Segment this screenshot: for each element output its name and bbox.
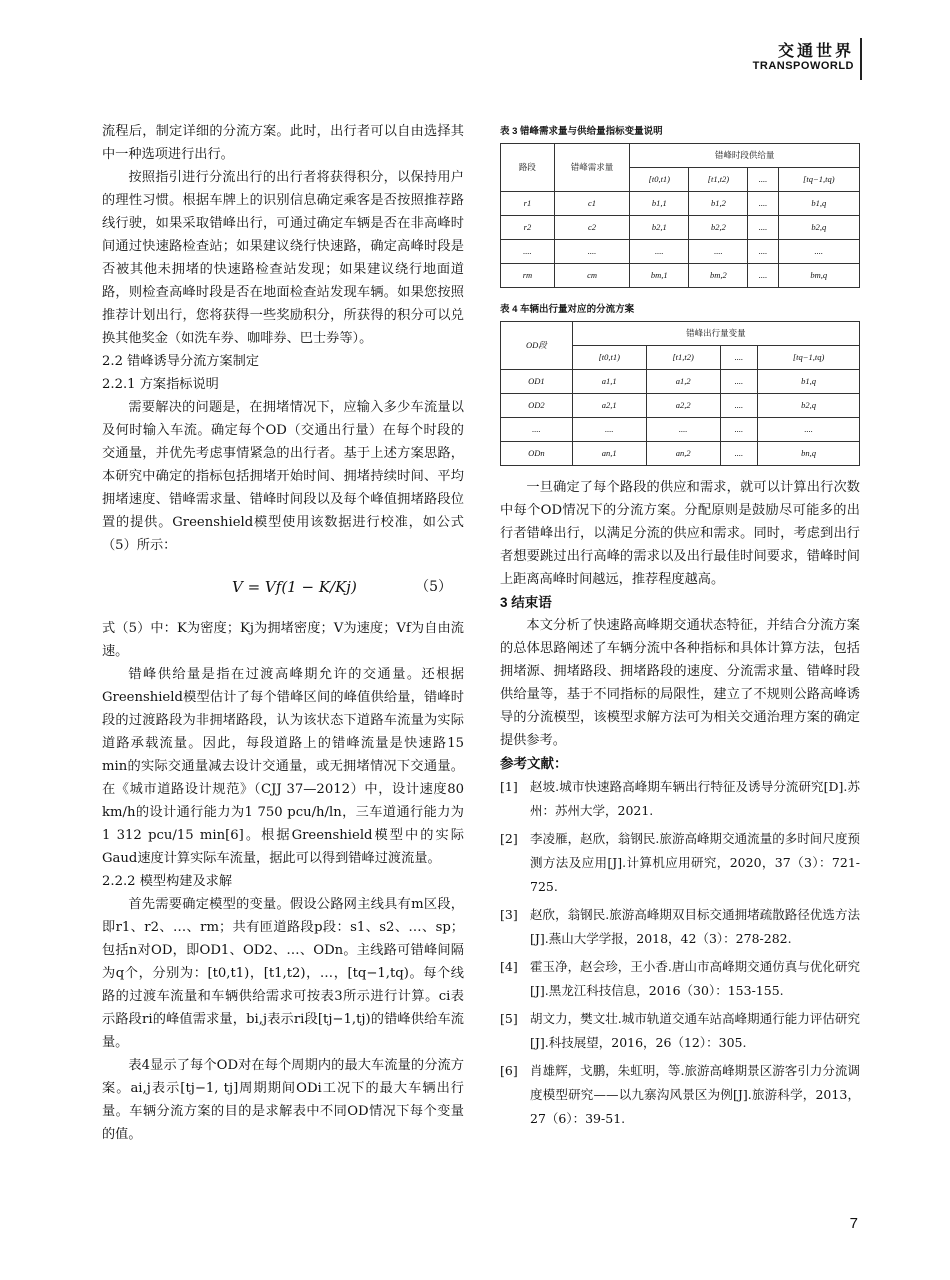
table-row bbox=[501, 370, 860, 394]
table-cell: .... bbox=[554, 240, 629, 264]
paragraph: 错峰供给量是指在过渡高峰期允许的交通量。还根据Greenshield模型估计了每个错峰区间的峰值供给量，错峰时段的过渡路段为非拥堵路段，认为该状态下道路车流量为实际道路承载流量。因此，每段道路上的错峰流量是快速路15 min的实际交通量减去设计交通量，或无拥堵情况下交通量。在《城市道路设计规范》（CJJ 37—2012）中，设计速度80 km/h的设计通行能力为1 750 pcu/h/ln，三车道通行能力为1 312 pcu/15 min[6]。根据Greenshield模型中的实际Gaud速度计算实际车流量，据此可以得到错峰过渡流量。 bbox=[102, 667, 464, 866]
table-cell: .... bbox=[630, 240, 689, 264]
table-header: 错峰出行量变量 bbox=[572, 322, 859, 346]
table-4-block bbox=[500, 298, 860, 466]
table-subheader: .... bbox=[720, 346, 758, 370]
reference-number: [3] bbox=[500, 907, 518, 922]
table-header: 路段 bbox=[501, 144, 555, 192]
table-cell: .... bbox=[748, 192, 778, 216]
reference-number: [5] bbox=[500, 1011, 518, 1026]
table-cell: .... bbox=[501, 418, 573, 442]
table-cell: b1,1 bbox=[630, 192, 689, 216]
table-row bbox=[501, 442, 860, 466]
table-cell: .... bbox=[758, 418, 860, 442]
table-cell: b2,q bbox=[758, 394, 860, 418]
table-row bbox=[501, 264, 860, 288]
table-cell: b2,q bbox=[778, 216, 859, 240]
table-cell: cm bbox=[554, 264, 629, 288]
table-cell: a1,2 bbox=[646, 370, 720, 394]
table-subheader: [t1,t2) bbox=[646, 346, 720, 370]
table-cell: .... bbox=[572, 418, 646, 442]
journal-title: 交通世界 bbox=[777, 41, 854, 60]
table-cell: .... bbox=[501, 240, 555, 264]
reference-item bbox=[500, 903, 860, 951]
reference-text: 胡文力，樊文壮.城市轨道交通车站高峰期通行能力评估研究[J].科技展望，2016，26（12）：305. bbox=[530, 1011, 860, 1050]
reference-item bbox=[500, 1007, 860, 1055]
table-row bbox=[501, 192, 860, 216]
table-cell: bm,q bbox=[778, 264, 859, 288]
table-header: OD段 bbox=[501, 322, 573, 370]
paragraph: 按照指引进行分流出行的出行者将获得积分，以保持用户的理性习惯。根据车牌上的识别信息确定乘客是否按照推荐路线行驶，如果采取错峰出行，可通过确定车辆是否在非高峰时间通过快速路检查站；如果建议绕行快速路，确定高峰时段是否被其他未拥堵的快速路检查站发现；如果建议绕行地面道路，则检查高峰时段是否在地面检查站发现车辆。如果您按照推荐计划出行，您将获得一些奖励积分，所获得的积分可以兑换其他奖金（如洗车券、咖啡券、巴士券等）。 bbox=[102, 170, 464, 346]
paragraph: 流程后，制定详细的分流方案。此时，出行者可以自由选择其中一种选项进行出行。 bbox=[102, 124, 464, 162]
table-subheader: .... bbox=[748, 168, 778, 192]
table-row bbox=[501, 418, 860, 442]
table-cell: .... bbox=[748, 264, 778, 288]
reference-item bbox=[500, 955, 860, 1003]
reference-text: 赵欣，翁钢民.旅游高峰期双目标交通拥堵疏散路径优选方法[J].燕山大学学报，2018，42（3）：278-282. bbox=[530, 907, 860, 946]
table-3-block bbox=[500, 120, 860, 288]
table-cell: ODn bbox=[501, 442, 573, 466]
table-subheader: [tq−1,tq) bbox=[758, 346, 860, 370]
paragraph: 一旦确定了每个路段的供应和需求，就可以计算出行次数中每个OD情况下的分流方案。分配原则是鼓励尽可能多的出行者错峰出行，以满足分流的供应和需求。同时，考虑到出行者想要跳过出行高峰的需求以及出行最佳时间要求，错峰时间上距离高峰时间越远，推荐程度越高。 bbox=[500, 480, 860, 587]
table-header: 错峰时段供给量 bbox=[630, 144, 860, 168]
paragraph: 首先需要确定模型的变量。假设公路网主线具有m区段，即r1、r2、…、rm；共有匝道路段p段：s1、s2、…、sp；包括n对OD，即OD1、OD2、…、ODn。主线路可错峰间隔为q个，分别为：[t0,t1)，[t1,t2)，…，[tq−1,tq)。每个线路的过渡车流量和车辆供给需求可按表3所示进行计算。ci表示路段ri的峰值需求量，bi,j表示ri段[tj−1,tj)的错峰供给车流量。 bbox=[102, 897, 464, 1050]
table-cell: a2,1 bbox=[572, 394, 646, 418]
table-cell: r1 bbox=[501, 192, 555, 216]
table-cell: .... bbox=[778, 240, 859, 264]
table-cell: b1,q bbox=[758, 370, 860, 394]
reference-text: 李凌雁，赵欣，翁钢民.旅游高峰期交通流量的多时间尺度预测方法及应用[J].计算机应用研究，2020，37（3）：721-725. bbox=[530, 831, 860, 894]
table-cell: bm,1 bbox=[630, 264, 689, 288]
table-4 bbox=[500, 321, 860, 466]
reference-number: [4] bbox=[500, 959, 518, 974]
table-row bbox=[501, 240, 860, 264]
section-heading-2-2: 2.2 错峰诱导分流方案制定 bbox=[102, 354, 260, 369]
section-heading-2-2-1: 2.2.1 方案指标说明 bbox=[102, 377, 219, 392]
paragraph: 本文分析了快速路高峰期交通状态特征，并结合分流方案的总体思路阐述了车辆分流中各种指标和具体计算方法，包括拥堵源、拥堵路段、拥堵路段的速度、分流需求量、错峰时段供给量等，基于不同指标的局限性，建立了不规则公路高峰诱导的分流模型，该模型求解方法可为相关交通治理方案的确定提供参考。 bbox=[500, 618, 860, 748]
table-cell: bm,2 bbox=[689, 264, 748, 288]
table-cell: .... bbox=[689, 240, 748, 264]
reference-number: [2] bbox=[500, 831, 518, 846]
paragraph: 式（5）中：K为密度；Kj为拥堵密度；V为速度；Vf为自由流速。 bbox=[102, 621, 464, 659]
table-cell: a2,2 bbox=[646, 394, 720, 418]
reference-number: [6] bbox=[500, 1063, 518, 1078]
table-cell: bn,q bbox=[758, 442, 860, 466]
left-column bbox=[102, 120, 464, 1146]
table-cell: b2,2 bbox=[689, 216, 748, 240]
page-number: 7 bbox=[849, 1215, 858, 1232]
table-cell: .... bbox=[720, 442, 758, 466]
table-header: 错峰需求量 bbox=[554, 144, 629, 192]
equation-5 bbox=[102, 557, 464, 617]
reference-text: 赵坡.城市快速路高峰期车辆出行特征及诱导分流研究[D].苏州：苏州大学，2021. bbox=[530, 779, 860, 818]
header-divider bbox=[860, 38, 862, 80]
table-row bbox=[501, 394, 860, 418]
table-cell: b1,2 bbox=[689, 192, 748, 216]
table-cell: .... bbox=[720, 418, 758, 442]
table-cell: .... bbox=[748, 240, 778, 264]
paragraph: 需要解决的问题是，在拥堵情况下，应输入多少车流量以及何时输入车流。确定每个OD（交通出行量）在每个时段的交通量，并优先考虑事情紧急的出行者。基于上述方案思路，本研究中确定的指标包括拥堵开始时间、拥堵持续时间、平均拥堵速度、错峰需求量、错峰时间段以及每个峰值拥堵路段位置的提供。Greenshield模型使用该数据进行校准，如公式（5）所示： bbox=[102, 400, 464, 553]
table-4-caption: 表 4 车辆出行量对应的分流方案 bbox=[500, 304, 635, 315]
references-heading: 参考文献： bbox=[500, 756, 568, 771]
reference-text: 霍玉净，赵会珍，王小香.唐山市高峰期交通仿真与优化研究[J].黑龙江科技信息，2016（30）：153-155. bbox=[530, 959, 860, 998]
table-row bbox=[501, 216, 860, 240]
table-3 bbox=[500, 143, 860, 288]
table-subheader: [t0,t1) bbox=[572, 346, 646, 370]
table-cell: an,2 bbox=[646, 442, 720, 466]
equation-number: （5） bbox=[415, 578, 452, 595]
table-subheader: [t1,t2) bbox=[689, 168, 748, 192]
table-cell: OD1 bbox=[501, 370, 573, 394]
right-column bbox=[500, 120, 860, 1135]
reference-list bbox=[500, 775, 860, 1131]
table-cell: b1,q bbox=[778, 192, 859, 216]
table-cell: c2 bbox=[554, 216, 629, 240]
reference-item bbox=[500, 827, 860, 899]
table-cell: a1,1 bbox=[572, 370, 646, 394]
table-cell: b2,1 bbox=[630, 216, 689, 240]
section-heading-3: 3 结束语 bbox=[500, 595, 552, 610]
table-cell: rm bbox=[501, 264, 555, 288]
section-heading-2-2-2: 2.2.2 模型构建及求解 bbox=[102, 874, 233, 889]
reference-number: [1] bbox=[500, 779, 518, 794]
table-cell: an,1 bbox=[572, 442, 646, 466]
table-cell: OD2 bbox=[501, 394, 573, 418]
reference-item bbox=[500, 775, 860, 823]
table-subheader: [tq−1,tq) bbox=[778, 168, 859, 192]
table-cell: .... bbox=[720, 394, 758, 418]
equation-body: V = Vf(1 − K/Kj) bbox=[232, 577, 357, 596]
table-cell: .... bbox=[646, 418, 720, 442]
table-subheader: [t0,t1) bbox=[630, 168, 689, 192]
table-cell: .... bbox=[748, 216, 778, 240]
reference-item bbox=[500, 1059, 860, 1131]
paragraph: 表4显示了每个OD对在每个周期内的最大车流量的分流方案。ai,j表示[tj−1, tj]周期期间ODi工况下的最大车辆出行量。车辆分流方案的目的是求解表中不同OD情况下每个变量的值。 bbox=[102, 1058, 464, 1142]
table-cell: r2 bbox=[501, 216, 555, 240]
reference-text: 肖雄辉，戈鹏，朱虹明，等.旅游高峰期景区游客引力分流调度模型研究——以九寨沟风景区为例[J].旅游科学，2013，27（6）：39-51. bbox=[530, 1063, 860, 1126]
table-cell: c1 bbox=[554, 192, 629, 216]
table-3-caption: 表 3 错峰需求量与供给量指标变量说明 bbox=[500, 126, 663, 137]
journal-subtitle: TRANSPOWORLD bbox=[752, 60, 854, 72]
table-cell: .... bbox=[720, 370, 758, 394]
